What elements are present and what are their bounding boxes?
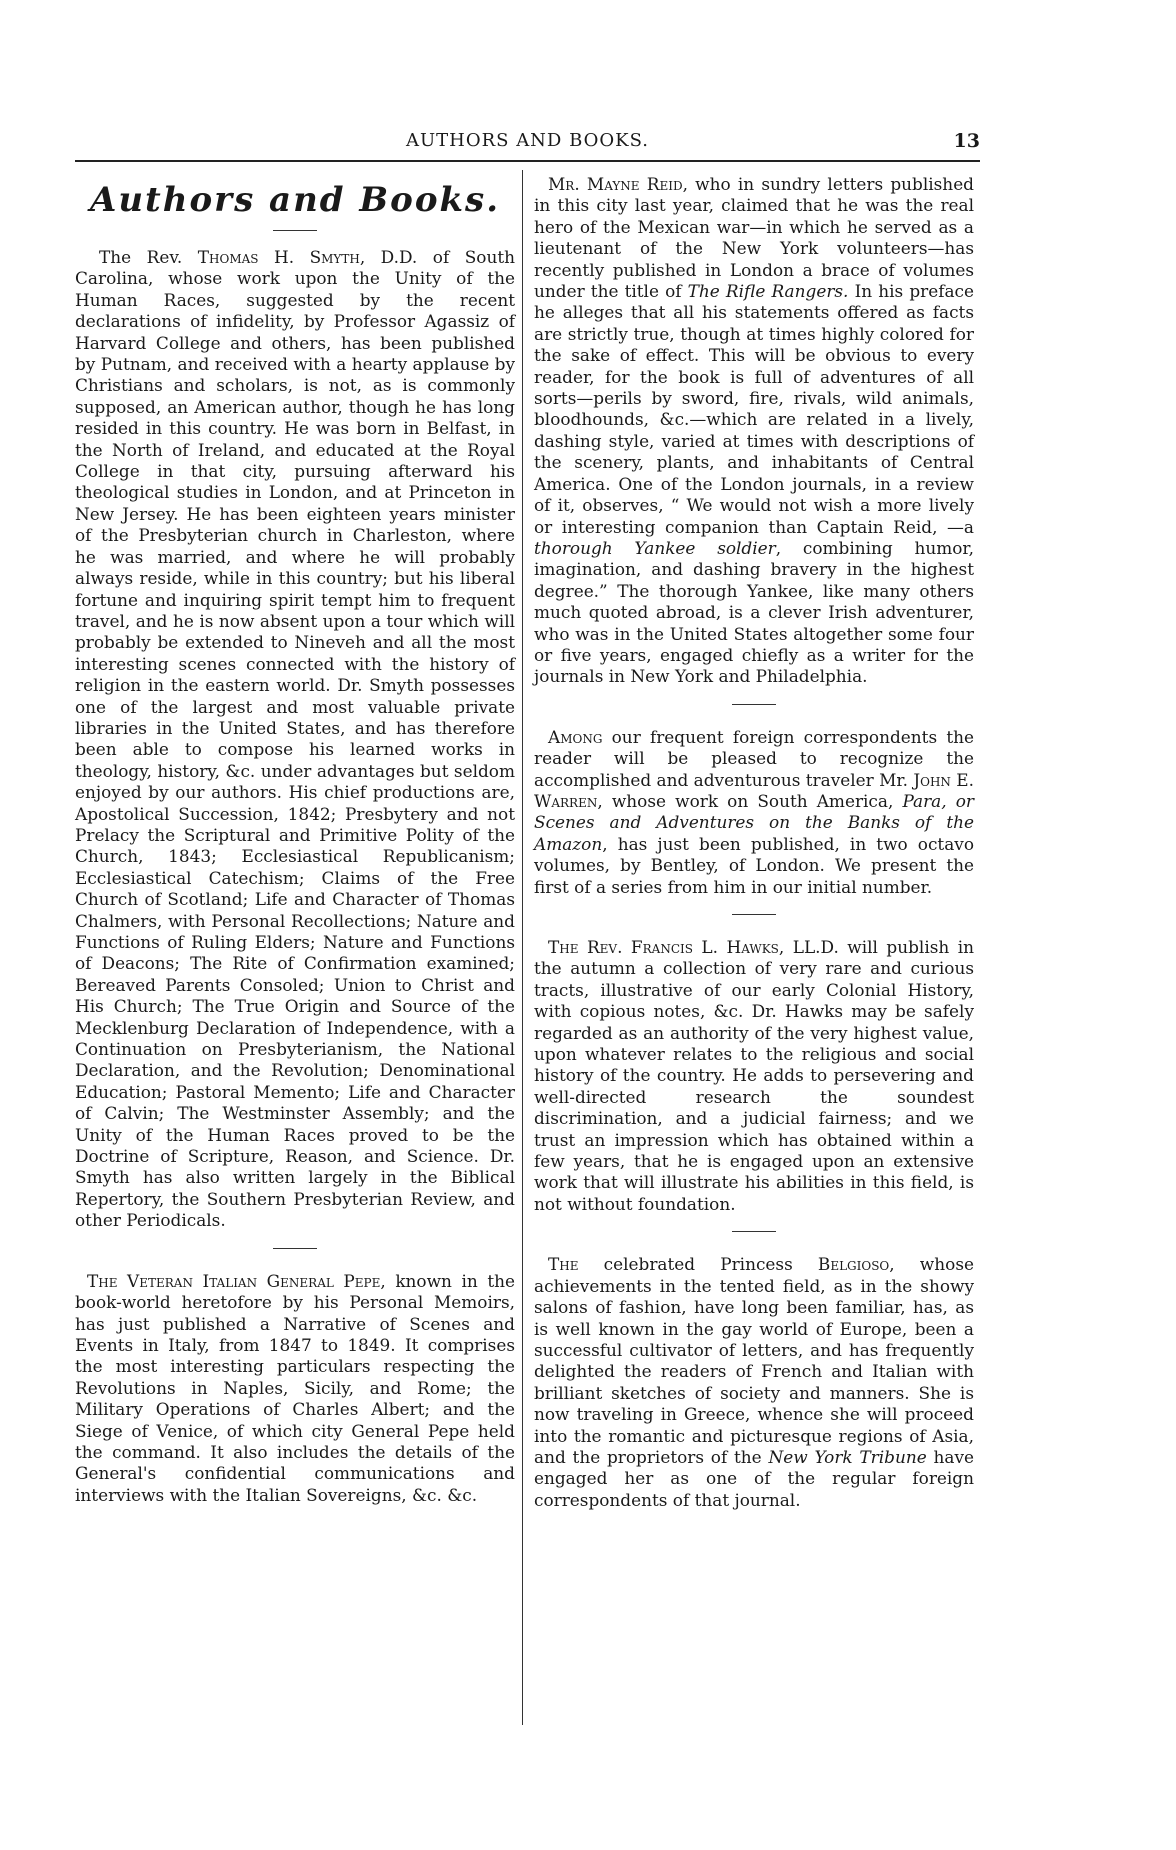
article-belgioso [534,1254,974,1511]
article-smyth [75,247,515,1232]
book-title: Para, or Scenes and Adventures on the Banks of the Amazon [534,790,974,854]
person-name: Mr. Mayne Reid [548,174,683,194]
italic-phrase: thorough Yankee soldier [534,537,776,558]
article-text: celebrated Princess [578,1254,818,1275]
heading-rule [273,230,317,231]
article-hawks [534,937,974,1215]
left-column [75,174,515,1506]
article-warren [534,727,974,898]
page-number: 13 [953,130,980,152]
person-name: John E. Warren [534,769,974,811]
article-text: our frequent foreign correspondents the reader will be pleased to recognize the accomplished and adventurous traveler Mr. [534,726,974,790]
section-rule [732,914,776,915]
lead-word: Among [548,726,603,747]
article-pepe [75,1271,515,1506]
person-name: Belgioso [817,1254,890,1275]
article-text: The Rev. [99,247,198,267]
article-text: , LL.D. will publish in the autumn a collection of very rare and curious tracts, illustrative of our early Colonial History, with copious notes, &c. Dr. Hawks may be safely regarded as an authority of the very highest value, upon whatever relates to the religious and social history of the country. He adds to persevering and well-directed research the soundest discrimination, and a judicial fairness; and we trust an impression which has obtained within a few years, that he is engaged upon an extensive work that will illustrate his abilities in this field, is not without foundation. [534,937,974,1214]
person-name: The Rev. Francis L. Hawks [548,937,779,957]
section-rule [732,704,776,705]
article-text: In his preface he alleges that all his statements offered as facts are strictly true, though at times highly colored for the sake of effect. This will be obvious to every reader, for the book is full of adventures of all sorts—perils by sword, fire, rivals, wild animals, bloodhounds, &c.—which are related in a lively, dashing style, varied at times with descriptions of the scenery, plants, and inhabitants of Central America. One of the London journals, in a review of it, observes, “ We would not wish a more lively or interesting companion than Captain Reid, —a [534,281,975,537]
article-text: , whose work on South America, [597,790,903,811]
section-rule [732,1231,776,1232]
article-text: , D.D. of South Carolina, whose work upon the Unity of the Human Races, suggested by the recent declarations of infidelity, by Professor Agassiz of Harvard College and others, has been published by Putnam, and received with a hearty applause by Christians and scholars, is not, as is commonly supposed, an American author, though he has long resided in this country. He was born in Belfast, in the North of Ireland, and educated at the Royal College in that city, pursuing afterward his theological studies in London, and at Princeton in New Jersey. He has been eighteen years minister of the Presbyterian church in Charleston, where he was married, and where he will probably always reside, while in this country; but his liberal fortune and inquiring spirit tempt him to frequent travel, and he is now absent upon a tour which will probably be extended to Nineveh and all the most interesting scenes connected with the history of religion in the eastern world. Dr. Smyth possesses one of the largest and most valuable private libraries in the United States, and has therefore been able to compose his learned works in theology, history, &c. under advantages but seldom enjoyed by our authors. His chief productions are, Apostolical Succession, 1842; Presbytery and not Prelacy the Scriptural and Primitive Polity of the Church, 1843; Ecclesiastical Republicanism; Ecclesiastical Catechism; Claims of the Free Church of Scotland; Life and Character of Thomas Chalmers, with Personal Recollections; Nature and Functions of Ruling Elders; Nature and Functions of Deacons; The Rite of Confirmation examined; Bereaved Parents Consoled; Union to Christ and His Church; The True Origin and Source of the Mecklenburg Declaration of Independence, with a Continuation on Presbyterianism, the National Declaration, and the Revolution; Denominational Education; Pastoral Memento; Life and Character of Calvin; The Westminster Assembly; and the Unity of the Human Races proved to be the Doctrine of Scripture, Reason, and Science. Dr. Smyth has also written largely in the Biblical Repertory, the Southern Presbyterian Review, and other Periodicals. [75,247,515,1231]
section-heading: Authors and Books. [89,180,501,220]
section-rule [273,1248,317,1249]
right-column [534,174,974,1511]
book-title: The Rifle Rangers. [687,281,849,302]
person-name: The Veteran Italian General Pepe, [87,1270,386,1291]
article-text: , whose achievements in the tented field, as in the showy salons of fashion, have long been familiar, has, as is well known in the gay world of Europe, been a successful cultivator of letters, and has frequently delighted the readers of French and Italian with brilliant sketches of society and manners. She is now traveling in Greece, whence she will proceed into the romantic and picturesque regions of Asia, and the proprietors of the [534,1254,974,1467]
article-text: known in the book-world heretofore by his Personal Memoirs, has just published a Narrative of Scenes and Events in Italy, from 1847 to 1849. It comprises the most interesting particulars respecting the Revolutions in Naples, Sicily, and Rome; the Military Operations of Charles Albert; and the Siege of Venice, of which city General Pepe held the command. It also includes the details of the General's confidential communications and interviews with the Italian Sovereigns, &c. &c. [75,1270,516,1505]
article-text: , has just been published, in two octavo volumes, by Bentley, of London. We present the first of a series from him in our initial number. [534,833,974,897]
article-text: have engaged her as one of the regular foreign correspondents of that journal. [534,1446,974,1510]
article-mayne-reid [534,174,974,688]
article-text: , who in sundry letters published in this city last year, claimed that he was the real hero of the Mexican war—in which he served as a lieutenant of the New York volunteers—has recently published in London a brace of volumes under the title of [534,174,974,302]
newspaper-title: New York Tribune [768,1446,927,1467]
running-title: AUTHORS AND BOOKS. [405,130,650,151]
person-name: Thomas H. Smyth [197,247,360,267]
running-head [75,126,980,156]
header-rule [75,160,980,162]
article-text: , combining humor, imagination, and dashing bravery in the highest degree.” The thorough Yankee, like many others much quoted abroad, is a clever Irish adventurer, who was in the United States altogether some four or five years, engaged chiefly as a writer for the journals in New York and Philadelphia. [534,537,974,687]
column-divider [522,170,523,1725]
lead-word: The [548,1254,579,1275]
